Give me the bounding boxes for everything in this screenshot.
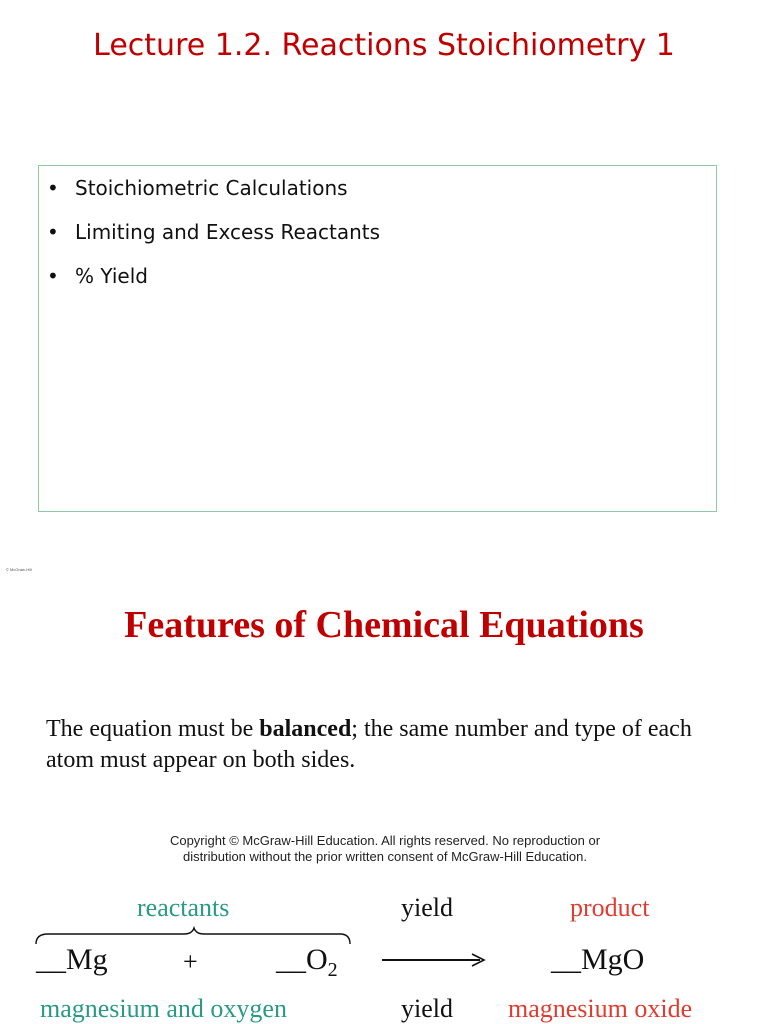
equation-o2 xyxy=(276,943,338,982)
yield-arrow-icon xyxy=(380,950,490,970)
slide2-title: Features of Chemical Equations xyxy=(124,604,644,646)
bullet-text: Limiting and Excess Reactants xyxy=(75,220,381,244)
reactant-names: magnesium and oxygen xyxy=(40,994,287,1023)
slide1-title: Lecture 1.2. Reactions Stoichiometry 1 xyxy=(93,28,675,63)
bullet-text: Stoichiometric Calculations xyxy=(75,176,348,200)
slide1-footnote: © McGraw-Hill xyxy=(6,567,32,572)
equation-mgo: __MgO xyxy=(551,943,645,976)
bullet-content-box xyxy=(38,165,717,512)
bullet-icon: • xyxy=(47,264,59,288)
reactants-label: reactants xyxy=(137,893,230,922)
product-label: product xyxy=(570,893,650,922)
bullet-item xyxy=(39,218,716,262)
copyright-line-1: Copyright © McGraw-Hill Education. All rights reserved. No reproduction or xyxy=(169,833,601,848)
copyright-line-2: distribution without the prior written consent of McGraw-Hill Education. xyxy=(183,849,587,864)
body-paragraph xyxy=(46,714,726,776)
bullet-item xyxy=(39,174,716,218)
equation-o2-subscript: 2 xyxy=(327,959,338,981)
yield-label-top: yield xyxy=(401,893,453,922)
body-text-start: The equation must be xyxy=(46,716,260,742)
product-name: magnesium oxide xyxy=(508,994,693,1023)
bullet-list xyxy=(39,166,716,306)
bullet-icon: • xyxy=(47,176,59,200)
yield-label-bottom: yield xyxy=(401,994,453,1023)
copyright-notice xyxy=(100,833,670,865)
bullet-item xyxy=(39,262,716,306)
equation-mg: __Mg xyxy=(36,943,108,976)
body-text-end: ; the same number and type of each atom must appear on both sides. xyxy=(46,716,692,773)
equation-o2-base: __O xyxy=(276,943,328,976)
equation-plus: + xyxy=(183,947,198,976)
bullet-text: % Yield xyxy=(75,264,148,288)
body-text-bold: balanced xyxy=(259,716,352,742)
bullet-icon: • xyxy=(47,220,59,244)
